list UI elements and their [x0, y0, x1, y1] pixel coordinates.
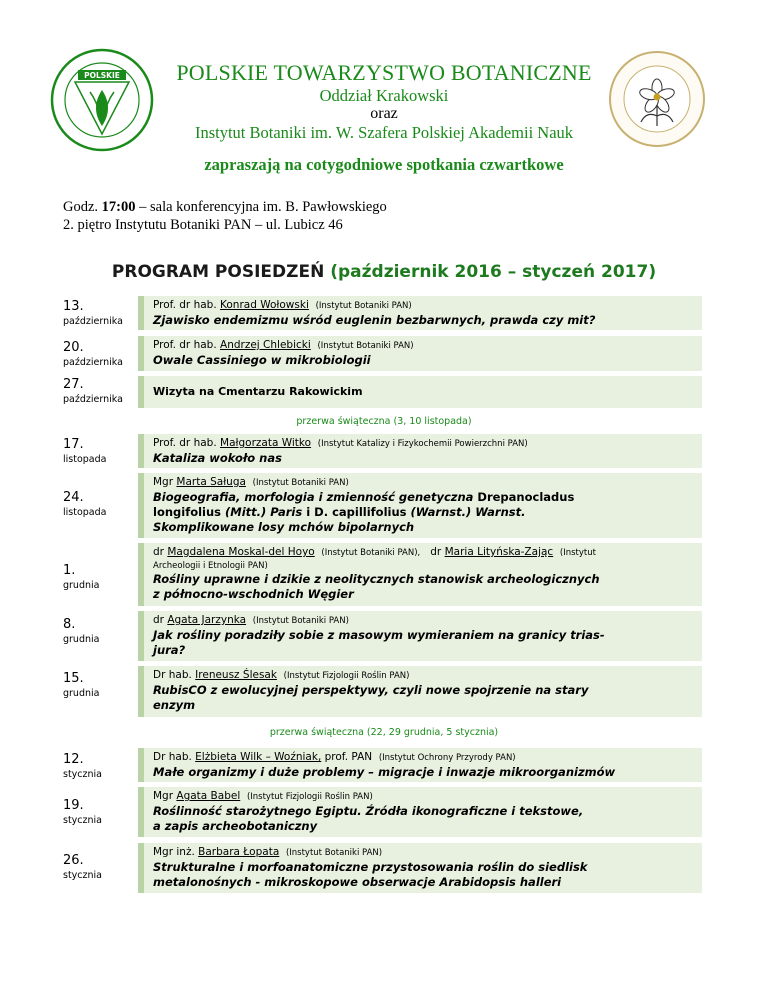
- logo-band-text: POLSKIE: [84, 71, 120, 80]
- session-entry: [138, 376, 702, 408]
- talk-title: Jak rośliny poradziły sobie z masowym wymieraniem na granicy trias- jura?: [153, 628, 605, 657]
- session-entry: Dr hab. Elżbieta Wilk – Woźniak, prof. PAN (Instytut Ochrony Przyrody PAN) Małe organizmy i duże problemy – migracje i inwazje mikroorganizmów: [138, 748, 702, 782]
- invitation: zapraszają na cotygodniowe spotkania czwartkowe: [204, 155, 564, 174]
- session-entry: dr Agata Jarzynka (Instytut Botaniki PAN) Jak rośliny poradziły sobie z masowym wymieraniem na granicy trias- jura?: [138, 611, 702, 661]
- session-entry: Mgr Agata Babel (Instytut Fizjologii Roślin PAN) Roślinność starożytnego Egiptu. Źródła ikonograficzne i tekstowe, a zapis archeobotaniczny: [138, 787, 702, 837]
- speaker-name: Konrad Wołowski: [220, 299, 309, 311]
- venue-line-1: Godz. 17:00 – sala konferencyjna im. B. Pawłowskiego: [63, 199, 387, 215]
- session-day: 27.: [63, 377, 84, 392]
- session-day: 24.: [63, 490, 84, 505]
- session-month: listopada: [63, 454, 107, 465]
- session-entry: Mgr Marta Saługa (Instytut Botaniki PAN) Biogeografia, morfologia i zmienność genetyczna Drepanocladus longifolius (Mitt.) Paris i D. capillifolius (Warnst.) Warnst. Skomplikowane losy mchów bipolarnych: [138, 473, 702, 538]
- session-month: grudnia: [63, 634, 100, 645]
- speaker-name: Magdalena Moskal-del Hoyo: [167, 546, 315, 558]
- talk-title: Kataliza wokoło nas: [153, 451, 282, 465]
- session-month: października: [63, 316, 123, 327]
- session-day: 1.: [63, 563, 76, 578]
- speaker-name: Ireneusz Ślesak: [195, 669, 277, 681]
- talk-title: Roślinność starożytnego Egiptu. Źródła ikonograficzne i tekstowe, a zapis archeobotaniczny: [153, 804, 584, 833]
- session-entry: Prof. dr hab. Konrad Wołowski (Instytut Botaniki PAN) Zjawisko endemizmu wśród euglenin bezbarwnych, prawda czy mit?: [138, 296, 702, 330]
- session-entry: Prof. dr hab. Małgorzata Witko (Instytut Katalizy i Fizykochemii Powierzchni PAN) Kataliza wokoło nas: [138, 434, 702, 468]
- session-day: 13.: [63, 299, 84, 314]
- talk-title: Strukturalne i morfoanatomiczne przystosowania roślin do siedlisk metalonośnych - mikroskopowe obserwacje Arabidopsis halleri: [153, 860, 588, 889]
- speaker-name: Małgorzata Witko: [220, 437, 312, 449]
- org-title: POLSKIE TOWARZYSTWO BOTANICZNE: [176, 60, 592, 85]
- venue-line-2: 2. piętro Instytutu Botaniki PAN – ul. Lubicz 46: [63, 217, 343, 233]
- session-entry: Prof. dr hab. Andrzej Chlebicki (Instytut Botaniki PAN) Owale Cassiniego w mikrobiologii: [138, 336, 702, 371]
- session-day: 8.: [63, 617, 76, 632]
- talk-title: RubisCO z ewolucyjnej perspektywy, czyli nowe spojrzenie na stary enzym: [153, 683, 589, 712]
- session-day: 15.: [63, 671, 84, 686]
- session-month: listopada: [63, 507, 107, 518]
- holiday-break: przerwa świąteczna (22, 29 grudnia, 5 stycznia): [269, 727, 499, 738]
- session-entry: Mgr inż. Barbara Łopata (Instytut Botaniki PAN) Strukturalne i morfoanatomiczne przystosowania roślin do siedlisk metalonośnych - mikroskopowe obserwacje Arabidopsis halleri: [138, 843, 702, 893]
- session-month: stycznia: [63, 769, 102, 780]
- speaker-name: Agata Jarzynka: [167, 614, 247, 626]
- branch-name: Oddział Krakowski: [319, 86, 449, 105]
- session-month: października: [63, 357, 123, 368]
- session-month: stycznia: [63, 870, 102, 881]
- program-range: październik 2016 – styczeń 2017: [338, 262, 649, 282]
- session-month: grudnia: [63, 688, 100, 699]
- speaker-name: Agata Babel: [176, 790, 241, 802]
- holiday-break: przerwa świąteczna (3, 10 listopada): [296, 416, 472, 427]
- session-month: października: [63, 394, 123, 405]
- session-day: 19.: [63, 798, 84, 813]
- session-month: grudnia: [63, 580, 100, 591]
- meeting-time: 17:00: [101, 199, 136, 215]
- program-heading: PROGRAM POSIEDZEŃ (październik 2016 – styczeń 2017): [111, 262, 657, 282]
- talk-title: Wizyta na Cmentarzu Rakowickim: [153, 385, 363, 398]
- session-day: 17.: [63, 437, 84, 452]
- talk-title: Owale Cassiniego w mikrobiologii: [153, 353, 371, 367]
- speaker-name: Barbara Łopata: [198, 846, 280, 858]
- speaker-name: Elżbieta Wilk – Woźniak,: [195, 751, 322, 763]
- speaker-name: Maria Lityńska-Zając: [444, 546, 554, 558]
- session-entry: Dr hab. Ireneusz Ślesak (Instytut Fizjologii Roślin PAN) RubisCO z ewolucyjnej perspektywy, czyli nowe spojrzenie na stary enzym: [138, 666, 702, 717]
- session-day: 20.: [63, 340, 84, 355]
- session-day: 26.: [63, 853, 84, 868]
- speaker-name: Marta Saługa: [176, 476, 246, 488]
- conjunction: oraz: [370, 105, 398, 122]
- speaker-name: Andrzej Chlebicki: [220, 339, 311, 351]
- institute-name: Instytut Botaniki im. W. Szafera Polskiej Akademii Nauk: [194, 123, 574, 142]
- talk-title: Biogeografia, morfologia i zmienność genetyczna Drepanocladus longifolius (Mitt.) Paris i D. capillifolius (Warnst.) Warnst. Skomplikowane losy mchów bipolarnych: [153, 490, 575, 534]
- talk-title: Rośliny uprawne i dzikie z neolitycznych stanowisk archeologicznych z północno-wschodnich Węgier: [153, 572, 600, 601]
- session-day: 12.: [63, 752, 84, 767]
- session-month: stycznia: [63, 815, 102, 826]
- session-entry: dr Magdalena Moskal-del Hoyo (Instytut Botaniki PAN), dr Maria Lityńska-Zając (Instytut Archeologii i Etnologii PAN) Rośliny uprawne i dzikie z neolitycznych stanowisk archeologicznych z północno-wschodnich Węgier: [138, 543, 702, 606]
- talk-title: Małe organizmy i duże problemy – migracje i inwazje mikroorganizmów: [153, 765, 616, 779]
- talk-title: Zjawisko endemizmu wśród euglenin bezbarwnych, prawda czy mit?: [153, 313, 596, 327]
